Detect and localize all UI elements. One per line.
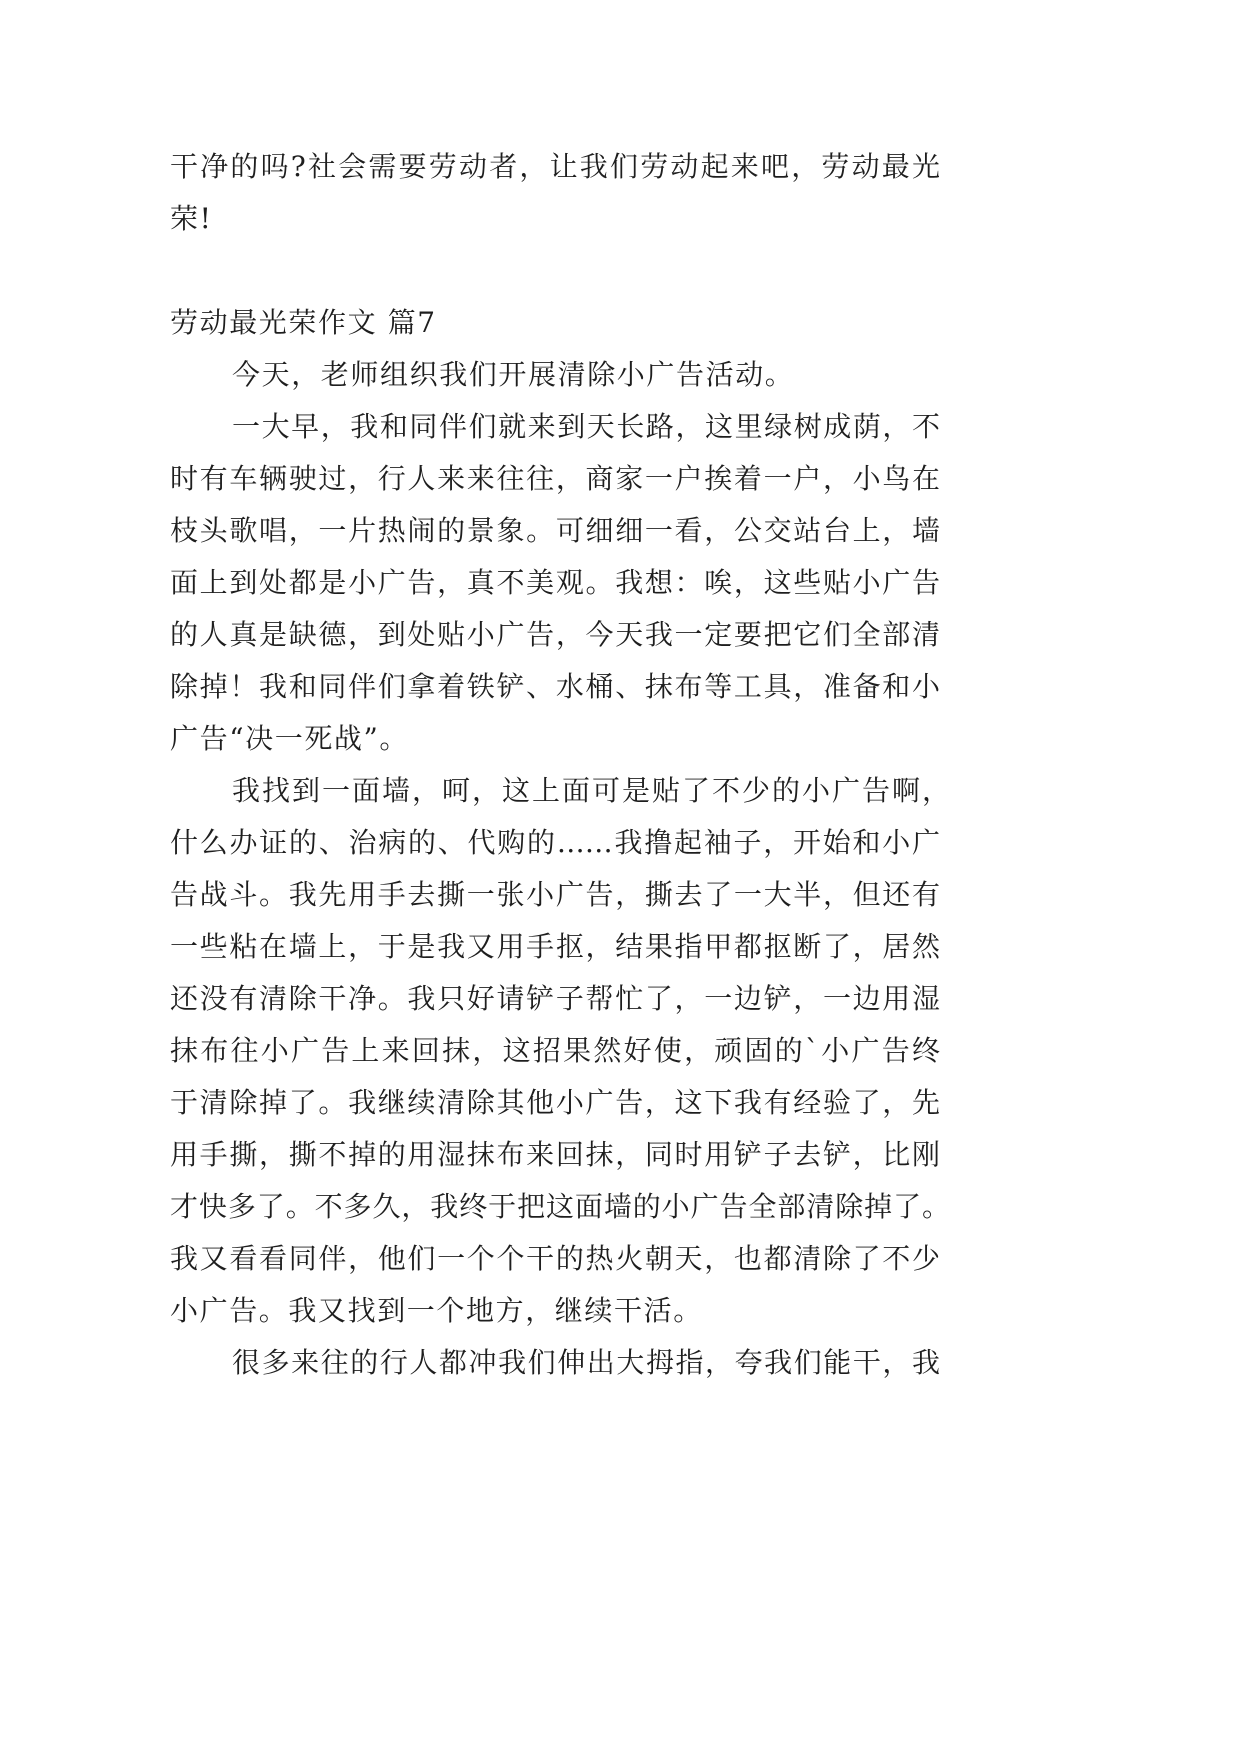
section-heading: 劳动最光荣作文 篇7 [170, 306, 437, 339]
document-body [170, 141, 950, 1389]
text-line: 一些粘在墙上，于是我又用手抠，结果指甲都抠断了，居然 [170, 930, 940, 963]
text-line: 枝头歌唱，一片热闹的景象。可细细一看，公交站台上，墙 [170, 514, 940, 547]
paragraph [170, 765, 950, 1337]
continued-paragraph [170, 141, 940, 245]
text-line: 什么办证的、治病的、代购的……我撸起袖子，开始和小广 [170, 826, 940, 859]
text-line: 小广告。我又找到一个地方，继续干活。 [170, 1294, 703, 1327]
text-line: 一大早，我和同伴们就来到天长路，这里绿树成荫，不 [232, 410, 940, 443]
text-line: 才快多了。不多久，我终于把这面墙的小广告全部清除掉了。 [170, 1190, 950, 1223]
text-line: 荣! [170, 202, 213, 235]
text-line: 除掉！我和同伴们拿着铁铲、水桶、抹布等工具，准备和小 [170, 670, 940, 703]
text-line: 今天，老师组织我们开展清除小广告活动。 [232, 358, 795, 391]
text-line: 广告“决一死战”。 [170, 722, 410, 755]
paragraph [170, 349, 940, 401]
text-line: 面上到处都是小广告，真不美观。我想：唉，这些贴小广告 [170, 566, 940, 599]
text-line: 告战斗。我先用手去撕一张小广告，撕去了一大半，但还有 [170, 878, 940, 911]
paragraph [170, 1337, 940, 1389]
text-line: 干净的吗?社会需要劳动者，让我们劳动起来吧，劳动最光 [170, 150, 940, 183]
text-line: 很多来往的行人都冲我们伸出大拇指，夸我们能干，我 [232, 1346, 940, 1379]
text-line: 于清除掉了。我继续清除其他小广告，这下我有经验了，先 [170, 1086, 940, 1119]
text-line: 我找到一面墙，呵，这上面可是贴了不少的小广告啊， [232, 774, 950, 807]
text-line: 用手撕，撕不掉的用湿抹布来回抹，同时用铲子去铲，比刚 [170, 1138, 940, 1171]
text-line: 的人真是缺德，到处贴小广告，今天我一定要把它们全部清 [170, 618, 940, 651]
paragraph [170, 401, 940, 765]
text-line: 我又看看同伴，他们一个个干的热火朝天，也都清除了不少 [170, 1242, 940, 1275]
text-line: 还没有清除干净。我只好请铲子帮忙了，一边铲，一边用湿 [170, 982, 940, 1015]
text-line: 时有车辆驶过，行人来来往往，商家一户挨着一户，小鸟在 [170, 462, 940, 495]
text-line: 抹布往小广告上来回抹，这招果然好使，顽固的`小广告终 [170, 1034, 940, 1067]
blank-line [170, 245, 940, 297]
